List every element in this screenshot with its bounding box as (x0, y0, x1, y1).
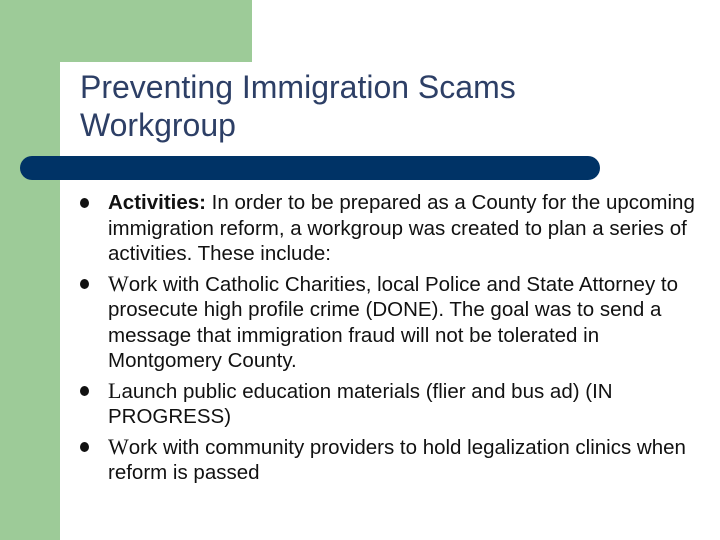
bullet-initial: W (108, 433, 129, 459)
bullet-dot-icon (80, 279, 89, 289)
top-accent-block (0, 0, 252, 62)
bullet-text: ork with community providers to hold legalization clinics when reform is passed (108, 435, 686, 484)
title-divider-bar (20, 156, 600, 180)
bullet-dot-icon (80, 198, 89, 208)
bullet-item (78, 271, 698, 374)
bullet-item (78, 434, 698, 486)
slide-title-line-2: Workgroup (80, 107, 236, 143)
bullet-text: aunch public education materials (flier and bus ad) (IN PROGRESS) (108, 379, 613, 428)
bullet-item (78, 378, 698, 430)
bullet-text: ork with Catholic Charities, local Police and State Attorney to prosecute high profile crime (DONE). The goal was to send a message that immigration fraud will not be tolerated in Montgomery County. (108, 272, 678, 372)
bullet-dot-icon (80, 442, 89, 452)
bullet-lead: Activities: (108, 191, 206, 214)
bullet-initial: W (108, 270, 129, 296)
bullet-text: In order to be prepared as a County for the upcoming immigration reform, a workgroup was created to plan a series of activities. These include: (108, 191, 695, 265)
bullet-dot-icon (80, 386, 89, 396)
bullet-item (78, 190, 698, 267)
slide-title-line-1: Preventing Immigration Scams (80, 69, 516, 105)
bullet-list (78, 190, 698, 490)
slide-title (80, 68, 680, 144)
bullet-initial: L (108, 377, 122, 403)
left-accent-band (0, 0, 60, 540)
